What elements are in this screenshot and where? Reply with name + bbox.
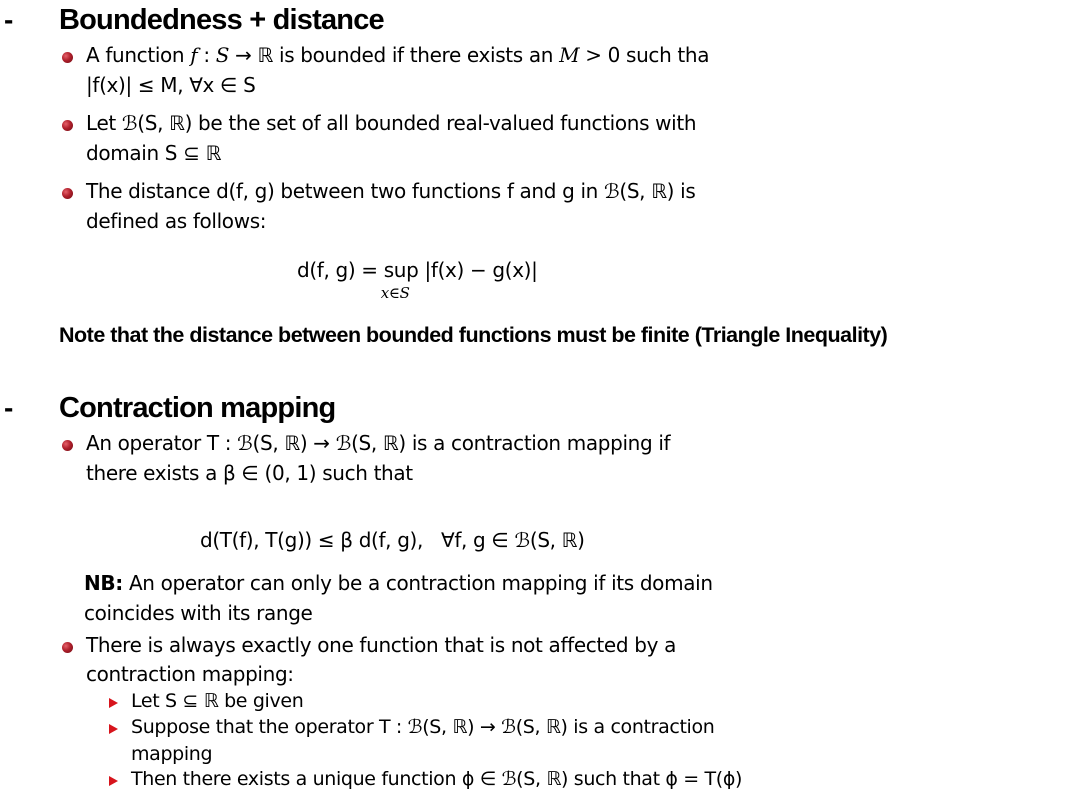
bullet-icon: [62, 120, 73, 131]
section-title-boundedness: Boundedness + distance: [59, 4, 384, 36]
section-marker: -: [4, 4, 14, 35]
section-marker: -: [4, 392, 14, 423]
bullet-icon: [62, 440, 73, 451]
bullet-icon: [62, 52, 73, 63]
bullet-icon: [62, 642, 73, 653]
bullet-text-line: An operator T : ℬ(S, ℝ) → ℬ(S, ℝ) is a contraction mapping if: [86, 431, 671, 455]
contraction-equation: d(T(f), T(g)) ≤ β d(f, g), ∀f, g ∈ ℬ(S, ℝ): [200, 528, 585, 552]
bullet-text-line: |f(x)| ≤ M, ∀x ∈ S: [86, 73, 256, 97]
bullet-text-line: contraction mapping:: [86, 662, 294, 686]
bullet-text-line: A function f : S → ℝ is bounded if there exists an M > 0 such tha: [86, 43, 710, 67]
nb-text-line: coincides with its range: [84, 601, 313, 625]
bullet-text-line: there exists a β ∈ (0, 1) such that: [86, 461, 413, 485]
triangle-bullet-icon: [109, 724, 118, 734]
subitem-text-line: Suppose that the operator T : ℬ(S, ℝ) → ℬ(S, ℝ) is a contraction: [131, 716, 715, 738]
distance-equation: d(f, g) = sup x∈S |f(x) − g(x)|: [297, 258, 538, 302]
bullet-text-line: Let ℬ(S, ℝ) be the set of all bounded real-valued functions with: [86, 111, 697, 135]
subitem-text-line: mapping: [131, 743, 213, 765]
bullet-text-line: domain S ⊆ ℝ: [86, 141, 222, 165]
triangle-bullet-icon: [109, 698, 118, 708]
section-title-contraction: Contraction mapping: [59, 392, 336, 424]
subitem-text-line: Then there exists a unique function ϕ ∈ ℬ(S, ℝ) such that ϕ = T(ϕ): [131, 768, 743, 790]
note-triangle-inequality: Note that the distance between bounded functions must be finite (Triangle Inequality): [59, 323, 888, 347]
triangle-bullet-icon: [109, 776, 118, 786]
bullet-text-line: The distance d(f, g) between two functions f and g in ℬ(S, ℝ) is: [86, 179, 696, 203]
bullet-icon: [62, 188, 73, 199]
nb-text-line: NB: An operator can only be a contraction mapping if its domain: [84, 571, 713, 595]
bullet-text-line: There is always exactly one function that is not affected by a: [86, 633, 676, 657]
subitem-text-line: Let S ⊆ ℝ be given: [131, 690, 304, 712]
bullet-text-line: defined as follows:: [86, 209, 267, 233]
